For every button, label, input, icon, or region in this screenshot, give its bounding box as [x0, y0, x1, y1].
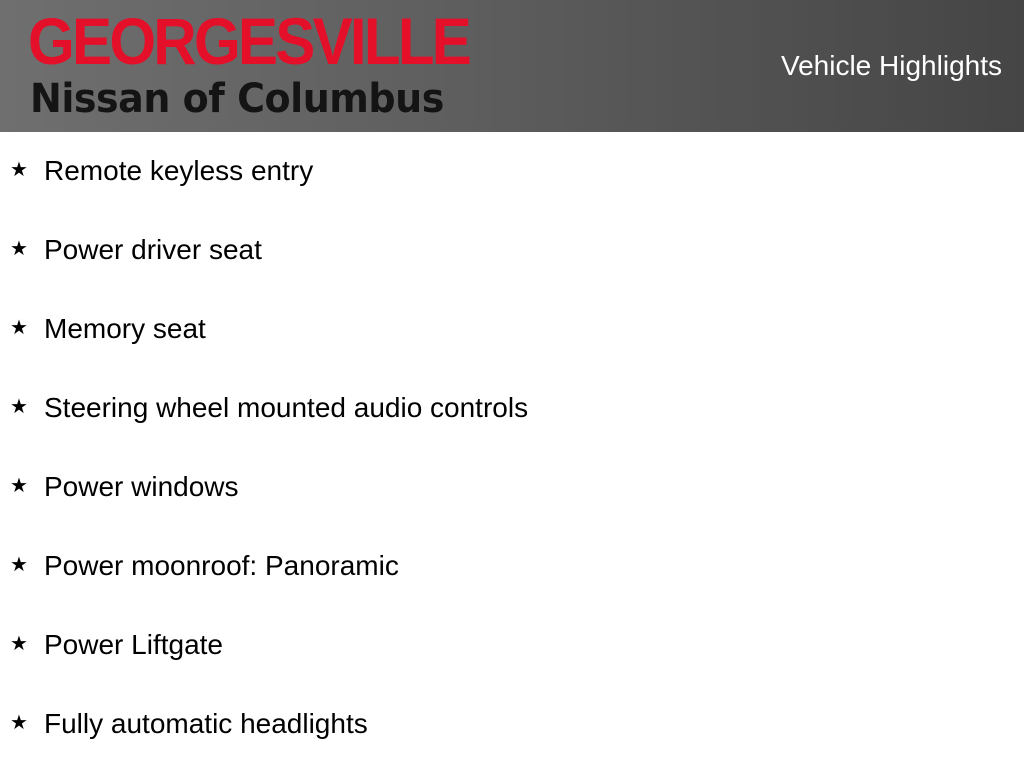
highlight-text: Power driver seat — [44, 234, 262, 265]
star-icon: ★ — [10, 710, 28, 734]
page-header — [0, 0, 1024, 132]
list-item — [0, 527, 1024, 606]
highlight-text: Fully automatic headlights — [44, 708, 368, 739]
highlight-text: Power moonroof: Panoramic — [44, 550, 399, 581]
logo-line-nissan-of-columbus: Nissan of Columbus — [30, 76, 444, 122]
highlight-text: Memory seat — [44, 313, 206, 344]
list-item — [0, 132, 1024, 211]
star-icon: ★ — [10, 631, 28, 655]
highlights-list — [0, 132, 1024, 764]
highlight-text: Remote keyless entry — [44, 155, 314, 186]
highlight-text: Steering wheel mounted audio controls — [44, 392, 529, 423]
highlight-text: Power windows — [44, 471, 239, 502]
list-item — [0, 606, 1024, 685]
star-icon: ★ — [10, 394, 28, 418]
star-icon: ★ — [10, 157, 28, 181]
highlight-text: Power Liftgate — [44, 629, 223, 660]
list-item — [0, 448, 1024, 527]
logo-line-georgesville: GEORGESVILLE — [28, 4, 470, 78]
list-item — [0, 211, 1024, 290]
star-icon: ★ — [10, 236, 28, 260]
star-icon: ★ — [10, 552, 28, 576]
list-item — [0, 369, 1024, 448]
dealer-logo — [28, 4, 573, 122]
list-item — [0, 685, 1024, 764]
page-title: Vehicle Highlights — [780, 50, 1002, 81]
star-icon: ★ — [10, 315, 28, 339]
star-icon: ★ — [10, 473, 28, 497]
list-item — [0, 290, 1024, 369]
